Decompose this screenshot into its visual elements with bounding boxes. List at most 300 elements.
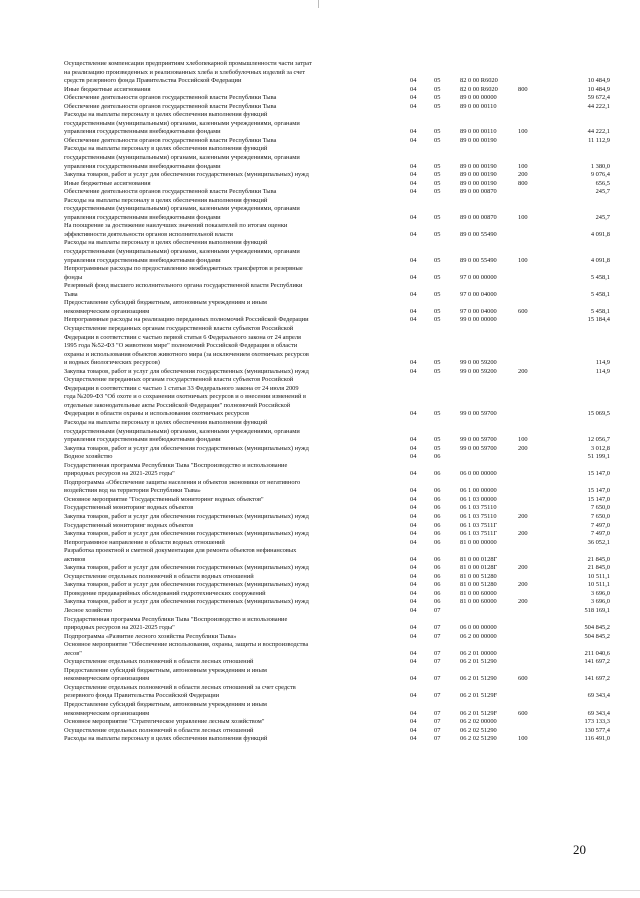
row-expense-type: 100 [518,256,528,264]
row-subsection: 06 [434,470,441,478]
row-amount: 69 343,4 [587,692,610,700]
row-name: Разработка проектной и сметной документации для ремонта объектов нефинансовых активов [64,547,297,563]
row-name: Расходы на выплаты персоналу в целях обеспечения выполнения функций [64,735,268,743]
row-section: 04 [410,359,417,367]
row-amount: 656,5 [595,179,610,187]
row-amount: 245,7 [595,213,610,221]
row-section: 04 [410,581,417,589]
row-name: Резервный фонд высшего исполнительного органа государственной власти Республики Тыва [64,282,303,298]
row-target-article: 89 0 00 00000 [460,94,497,102]
table-row [64,564,610,573]
row-subsection: 07 [434,658,441,666]
row-subsection: 05 [434,307,441,315]
table-row [64,633,610,642]
row-subsection: 05 [434,436,441,444]
row-section: 04 [410,290,417,298]
row-amount: 5 458,1 [590,273,610,281]
row-section: 04 [410,530,417,538]
row-amount: 3 012,8 [590,444,610,452]
row-section: 04 [410,367,417,375]
row-subsection: 05 [434,102,441,110]
table-row [64,522,610,531]
table-row [64,684,610,701]
row-name: Расходы на выплаты персоналу в целях обеспечения выполнения функций государственными (муниципальными) органами, казенными учреждениями, органами управления государственными внебюджетными фондами [64,196,300,221]
row-amount: 245,7 [595,188,610,196]
row-section: 04 [410,564,417,572]
row-section: 04 [410,179,417,187]
row-section: 04 [410,102,417,110]
row-target-article: 97 0 00 04000 [460,307,497,315]
table-row [64,701,610,718]
row-section: 04 [410,692,417,700]
row-section: 04 [410,162,417,170]
row-name: Государственный мониторинг водных объектов [64,504,194,512]
row-name: Расходы на выплаты персоналу в целях обеспечения выполнения функций государственными (муниципальными) органами, казенными учреждениями, органами управления государственными внебюджетными фондами [64,145,300,170]
row-subsection: 05 [434,179,441,187]
row-target-article: 97 0 00 04000 [460,290,497,298]
row-target-article: 89 0 00 00870 [460,213,497,221]
row-name: Основное мероприятие "Обеспечение использования, охраны, защиты и воспроизводства лесов" [64,641,309,657]
row-amount: 114,9 [595,367,610,375]
row-subsection: 05 [434,213,441,221]
row-amount: 15 147,0 [587,487,610,495]
row-subsection: 05 [434,128,441,136]
table-row [64,145,610,171]
row-subsection: 05 [434,136,441,144]
row-expense-type: 100 [518,162,528,170]
row-section: 04 [410,598,417,606]
row-subsection: 07 [434,649,441,657]
row-subsection: 06 [434,521,441,529]
top-scan-mark [318,0,319,8]
row-subsection: 05 [434,367,441,375]
row-target-article: 81 0 00 0128Г [460,555,498,563]
row-target-article: 06 2 01 51290 [460,658,497,666]
row-target-article: 89 0 00 00190 [460,179,497,187]
row-name: Закупка товаров, работ и услуг для обеспечения государственных (муниципальных) нужд [64,171,309,179]
row-subsection: 06 [434,512,441,520]
row-subsection: 06 [434,555,441,563]
table-row [64,598,610,607]
row-amount: 5 458,1 [590,307,610,315]
row-target-article: 06 2 02 00000 [460,718,497,726]
table-row [64,616,610,633]
row-section: 04 [410,444,417,452]
row-subsection: 07 [434,632,441,640]
row-amount: 518 169,1 [584,607,610,614]
row-subsection: 06 [434,589,441,597]
row-name: Осуществление компенсации предприятиям хлебопекарной промышленности части затрат на реализацию произведенных и реализованных хлеба и хлебобулочных изделий за счет средств резервного фонда Правительства Российской Федерации [64,60,312,85]
row-expense-type: 800 [518,179,528,187]
row-name: Лесное хозяйство [64,607,113,614]
row-target-article: 97 0 00 00000 [460,273,497,281]
table-row [64,265,610,282]
row-target-article: 89 0 00 00190 [460,171,497,179]
row-subsection: 05 [434,85,441,93]
row-target-article: 81 0 00 51280 [460,581,497,589]
row-subsection: 06 [434,598,441,606]
row-target-article: 81 0 00 00000 [460,538,497,546]
page-number: 20 [573,842,586,857]
row-target-article: 06 2 02 51290 [460,735,497,743]
row-section: 04 [410,487,417,495]
row-target-article: 89 0 00 00110 [460,102,497,110]
row-target-article: 89 0 00 55490 [460,256,497,264]
row-expense-type: 100 [518,735,528,743]
row-target-article: 99 0 00 59700 [460,410,497,418]
row-section: 04 [410,77,417,85]
row-target-article: 89 0 00 00110 [460,128,497,136]
row-amount: 44 222,1 [587,102,610,110]
row-target-article: 99 0 00 59200 [460,359,497,367]
row-name: Осуществление отдельных полномочий в области лесных отношений [64,726,254,734]
row-target-article: 06 2 01 5129F [460,692,498,700]
row-target-article: 06 1 03 75110 [460,512,497,520]
row-subsection: 06 [434,572,441,580]
row-subsection: 06 [434,495,441,503]
row-amount: 7 650,0 [590,504,610,512]
row-section: 04 [410,589,417,597]
row-subsection: 05 [434,444,441,452]
table-row [64,530,610,539]
row-subsection: 07 [434,726,441,734]
row-expense-type: 200 [518,564,528,572]
row-expense-type: 600 [518,307,528,315]
row-section: 04 [410,453,417,461]
row-section: 04 [410,658,417,666]
row-target-article: 06 1 03 7511Г [460,530,498,538]
row-subsection: 07 [434,607,441,614]
row-name: Непрограммные расходы по предоставлению межбюджетных трансфертов и резервные фонды [64,265,303,281]
row-section: 04 [410,709,417,717]
row-expense-type: 100 [518,128,528,136]
row-amount: 12 056,7 [587,436,610,444]
row-section: 04 [410,188,417,196]
row-section: 04 [410,726,417,734]
table-row [64,445,610,454]
table-row [64,137,610,146]
row-section: 04 [410,718,417,726]
row-amount: 4 091,8 [590,256,610,264]
row-name: Проведение предаварийных обследований гидротехнических сооружений [64,589,266,597]
row-target-article: 99 0 00 59700 [460,444,497,452]
table-row [64,607,610,616]
row-name: Расходы на выплаты персоналу в целях обеспечения выполнения функций государственными (муниципальными) органами, казенными учреждениями, органами управления государственными внебюджетными фондами [64,111,300,136]
row-subsection: 05 [434,290,441,298]
row-section: 04 [410,521,417,529]
row-amount: 44 222,1 [587,128,610,136]
row-subsection: 05 [434,359,441,367]
row-target-article: 06 0 00 00000 [460,470,497,478]
row-target-article: 99 0 00 59700 [460,436,497,444]
row-target-article: 89 0 00 00190 [460,136,497,144]
row-amount: 69 343,4 [587,709,610,717]
row-amount: 51 199,1 [587,453,610,461]
row-section: 04 [410,495,417,503]
row-name: Обеспечение деятельности органов государственной власти Республики Тыва [64,136,277,144]
table-row [64,735,610,744]
row-name: Закупка товаров, работ и услуг для обеспечения государственных (муниципальных) нужд [64,444,309,452]
table-row [64,239,610,265]
row-section: 04 [410,230,417,238]
row-target-article: 06 2 01 00000 [460,649,497,657]
row-name: Предоставление субсидий бюджетным, автономным учреждениям и иным некоммерческим организациям [64,666,267,683]
row-name: Осуществление отдельных полномочий в области водных отношений [64,572,254,580]
row-name: Осуществление переданных органам государственной власти субъектов Российской Федерации в соответствии с частью первой статьи 6 Федерального закона от 24 апреля 1995 года №52-ФЗ "О животном мире" полномочий Российской Федерации в области охраны и использования объектов животного мира (за исключением охотничьих ресурсов и водных биологических ресурсов) [64,324,309,367]
row-subsection: 05 [434,162,441,170]
row-amount: 10 484,9 [587,85,610,93]
row-name: Основное мероприятие "Государственный мониторинг водных объектов" [64,495,264,503]
row-section: 04 [410,632,417,640]
row-amount: 59 672,4 [587,94,610,102]
row-amount: 141 697,2 [584,658,610,666]
row-subsection: 06 [434,530,441,538]
row-name: Предоставление субсидий бюджетным, автономным учреждениям и иным некоммерческим организациям [64,299,267,315]
table-row [64,86,610,95]
row-amount: 10 511,1 [587,581,610,589]
row-amount: 10 511,1 [587,572,610,580]
row-subsection: 05 [434,273,441,281]
row-target-article: 89 0 00 00190 [460,162,497,170]
row-section: 04 [410,94,417,102]
row-name: Непрограммное направление в области водных отношений [64,538,225,546]
row-subsection: 05 [434,94,441,102]
row-name: Предоставление субсидий бюджетным, автономным учреждениям и иным некоммерческим организациям [64,701,267,717]
row-amount: 504 845,2 [584,632,610,640]
row-section: 04 [410,607,417,614]
row-name: Иные бюджетные ассигнования [64,85,151,93]
row-name: Государственная программа Республики Тыва "Воспроизводство и использование природных ресурсов на 2021-2025 годы" [64,461,288,478]
row-subsection: 07 [434,675,441,683]
row-section: 04 [410,410,417,418]
table-row [64,667,610,684]
row-amount: 11 112,9 [588,136,610,144]
row-name: Непрограммные расходы на реализацию переданных полномочий Российской Федерации [64,316,309,324]
row-name: Государственная программа Республики Тыва "Воспроизводство и использование природных ресурсов на 2021-2025 годы" [64,615,288,632]
row-amount: 116 491,0 [584,735,610,743]
table-row [64,573,610,582]
row-name: Осуществление отдельных полномочий в области лесных отношений [64,658,254,666]
row-amount: 9 076,4 [590,171,610,179]
table-row [64,539,610,548]
row-section: 04 [410,307,417,315]
row-amount: 130 577,4 [584,726,610,734]
table-row [64,462,610,479]
row-subsection: 06 [434,487,441,495]
row-expense-type: 200 [518,530,528,538]
row-name: Закупка товаров, работ и услуг для обеспечения государственных (муниципальных) нужд [64,598,309,606]
row-expense-type: 600 [518,709,528,717]
page-bottom-edge [0,890,640,891]
row-amount: 3 696,0 [590,598,610,606]
row-name: Осуществление переданных органам государственной власти субъектов Российской Федерации в соответствии с частью 1 статьи 33 Федерального закона от 24 июля 2009 года №209-ФЗ "Об охоте и о сохранении охотничьих ресурсов и о внесении изменений в отдельные законодательные акты Российской Федерации" полномочий Российской Федерации в области охраны и использования охотничьих ресурсов [64,376,307,418]
row-section: 04 [410,675,417,683]
table-row [64,479,610,496]
row-section: 04 [410,512,417,520]
row-subsection: 05 [434,410,441,418]
table-row [64,282,610,299]
row-amount: 15 147,0 [587,470,610,478]
table-row [64,513,610,522]
row-subsection: 05 [434,188,441,196]
row-target-article: 06 2 01 5129F [460,709,498,717]
row-target-article: 99 0 00 00000 [460,316,497,324]
row-amount: 7 497,0 [590,530,610,538]
table-row [64,222,610,239]
row-target-article: 06 1 03 00000 [460,495,497,503]
row-section: 04 [410,538,417,546]
row-target-article: 89 0 00 55490 [460,230,497,238]
row-expense-type: 800 [518,85,528,93]
row-amount: 4 091,8 [590,230,610,238]
table-row [64,103,610,112]
table-row [64,718,610,727]
row-expense-type: 200 [518,581,528,589]
row-subsection: 06 [434,564,441,572]
row-target-article: 06 1 03 7511Г [460,521,498,529]
row-subsection: 05 [434,256,441,264]
row-name: Закупка товаров, работ и услуг для обеспечения государственных (муниципальных) нужд [64,367,309,375]
row-amount: 15 184,4 [587,316,610,324]
row-target-article: 06 1 00 00000 [460,487,497,495]
row-subsection: 05 [434,230,441,238]
row-amount: 36 052,1 [587,538,610,546]
row-name: Обеспечение деятельности органов государственной власти Республики Тыва [64,188,277,196]
row-section: 04 [410,171,417,179]
row-target-article: 81 0 00 0128Г [460,564,498,572]
row-expense-type: 200 [518,598,528,606]
table-row [64,376,610,419]
table-row [64,453,610,462]
row-subsection: 06 [434,538,441,546]
table-row [64,299,610,316]
row-subsection: 05 [434,77,441,85]
row-amount: 5 458,1 [590,290,610,298]
table-row [64,60,610,86]
row-amount: 10 484,9 [587,77,610,85]
row-target-article: 82 0 00 R6020 [460,77,498,85]
row-target-article: 06 2 01 51290 [460,675,497,683]
row-section: 04 [410,136,417,144]
row-section: 04 [410,256,417,264]
row-target-article: 81 0 00 60000 [460,589,497,597]
row-name: Обеспечение деятельности органов государственной власти Республики Тыва [64,102,277,110]
row-target-article: 89 0 00 00870 [460,188,497,196]
table-row [64,316,610,325]
table-row [64,547,610,564]
row-name: Водное хозяйство [64,453,113,461]
table-row [64,581,610,590]
row-section: 04 [410,555,417,563]
budget-table [64,60,610,744]
table-row [64,658,610,667]
table-row [64,727,610,736]
row-amount: 7 650,0 [590,512,610,520]
row-name: Расходы на выплаты персоналу в целях обеспечения выполнения функций государственными (муниципальными) органами, казенными учреждениями, органами управления государственными внебюджетными фондами [64,418,300,444]
row-amount: 504 845,2 [584,624,610,632]
table-row [64,504,610,513]
row-expense-type: 600 [518,675,528,683]
table-row [64,111,610,137]
row-expense-type: 200 [518,171,528,179]
row-name: Закупка товаров, работ и услуг для обеспечения государственных (муниципальных) нужд [64,512,309,520]
table-row [64,94,610,103]
row-subsection: 05 [434,171,441,179]
row-section: 04 [410,436,417,444]
row-subsection: 07 [434,709,441,717]
row-name: Подпрограмма «Обеспечение защиты населения и объектов экономики от негативного воздействия вод на территории Республики Тыва» [64,478,301,495]
table-row [64,368,610,377]
row-target-article: 06 0 00 00000 [460,624,497,632]
table-row [64,590,610,599]
row-expense-type: 100 [518,213,528,221]
row-subsection: 07 [434,692,441,700]
row-amount: 1 380,0 [590,162,610,170]
row-section: 04 [410,470,417,478]
row-section: 04 [410,316,417,324]
row-name: Государственный мониторинг водных объектов [64,521,194,529]
table-row [64,188,610,197]
row-target-article: 06 1 03 75110 [460,504,497,512]
row-target-article: 99 0 00 59200 [460,367,497,375]
row-name: Обеспечение деятельности органов государственной власти Республики Тыва [64,94,277,102]
row-expense-type: 100 [518,436,528,444]
table-row [64,496,610,505]
row-subsection: 05 [434,316,441,324]
table-row [64,197,610,223]
row-name: Подпрограмма «Развитие лесного хозяйства Республики Тыва» [64,632,237,640]
row-target-article: 81 0 00 51280 [460,572,497,580]
row-section: 04 [410,128,417,136]
row-name: Расходы на выплаты персоналу в целях обеспечения выполнения функций государственными (муниципальными) органами, казенными учреждениями, органами управления государственными внебюджетными фондами [64,239,300,264]
row-section: 04 [410,624,417,632]
row-section: 04 [410,735,417,743]
row-name: Основное мероприятие "Стратегическое управление лесным хозяйством" [64,718,265,726]
row-subsection: 07 [434,718,441,726]
row-name: Закупка товаров, работ и услуг для обеспечения государственных (муниципальных) нужд [64,581,309,589]
row-subsection: 07 [434,735,441,743]
row-target-article: 06 2 00 00000 [460,632,497,640]
row-amount: 15 069,5 [587,410,610,418]
row-amount: 173 133,3 [584,718,610,726]
table-row [64,419,610,445]
row-section: 04 [410,85,417,93]
row-amount: 21 845,0 [587,564,610,572]
row-expense-type: 200 [518,444,528,452]
row-name: Закупка товаров, работ и услуг для обеспечения государственных (муниципальных) нужд [64,530,309,538]
row-section: 04 [410,504,417,512]
row-expense-type: 200 [518,367,528,375]
row-amount: 114,9 [595,359,610,367]
row-section: 04 [410,273,417,281]
row-name: На поощрение за достижение наилучших значений показателей по итогам оценки эффективности деятельности органов исполнительной власти [64,222,288,238]
row-name: Закупка товаров, работ и услуг для обеспечения государственных (муниципальных) нужд [64,564,309,572]
row-subsection: 07 [434,624,441,632]
row-amount: 21 845,0 [587,555,610,563]
row-section: 04 [410,572,417,580]
row-amount: 15 147,0 [587,495,610,503]
table-row [64,325,610,368]
row-section: 04 [410,649,417,657]
row-target-article: 82 0 00 R6020 [460,85,498,93]
row-target-article: 06 2 02 51290 [460,726,497,734]
row-name: Осуществление отдельных полномочий в области лесных отношений за счет средств резервного фонда Правительства Российской Федерации [64,683,296,700]
table-row [64,180,610,189]
row-amount: 141 697,2 [584,675,610,683]
table-row [64,641,610,658]
row-amount: 7 497,0 [590,521,610,529]
row-amount: 3 696,0 [590,589,610,597]
